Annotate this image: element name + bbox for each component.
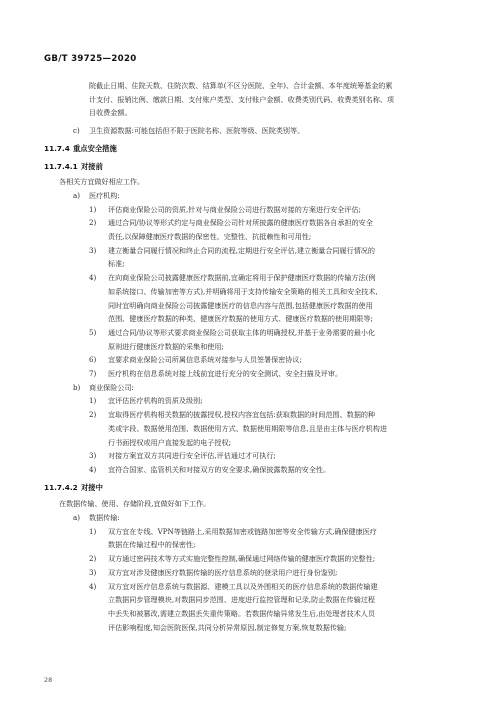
list-item-text: 医疗机构在信息系统对接上线前宜进行充分的安全测试、安全扫描及评审。 [108, 369, 343, 378]
list-item-number: 5) [89, 327, 97, 337]
list-item-text: 原则进行健康医疗数据的采集和使用; [108, 341, 224, 351]
list-item-text: 通过合同/协议等形式约定与商业保险公司针对所披露的健康医疗数据各自承担的安全 [108, 218, 373, 228]
continuation-text: 目收费金额。 [89, 108, 132, 118]
list-item-number: 1) [89, 396, 97, 406]
list-item-number: 1) [89, 526, 97, 536]
item-label: c) [73, 126, 80, 136]
list-item-number: 6) [89, 355, 97, 365]
list-item-number: 3) [89, 451, 97, 461]
list-item-text: 类或字段、数据使用范围、数据使用方式、数据使用期限等信息,且是由主体与医疗机构进 [108, 423, 387, 433]
intro-text: 各相关方宜做好相应工作。 [59, 177, 145, 187]
group-label: a) [73, 190, 80, 200]
list-item-text: 建立衡量合同履行情况和终止合同的流程,定期进行安全评估,建立衡量合同履行情况的 [108, 245, 375, 255]
list-item-text: 责任,以保障健康医疗数据的保密性、完整性、抗抵赖性和可用性; [108, 232, 312, 241]
group-title: 商业保险公司: [89, 382, 134, 392]
list-item-text: 立数据同步管理模块,对数据同步范围、进度进行监控管理和记录,防止数据在传输过程 [108, 595, 375, 605]
list-item-text: 双方宜在专线、VPN等链路上,采用数据加密或链路加密等安全传输方式,确保健康医疗 [108, 526, 377, 536]
list-item-number: 1) [89, 204, 97, 214]
list-item-text: 宜取得医疗机构相关数据的披露授权,授权内容宜包括:获取数据的时间范围、数据的种 [108, 410, 376, 420]
group-label: a) [73, 513, 80, 522]
list-item-text: 行书面授权或用户直接发起的电子授权; [108, 437, 231, 447]
group-title: 数据传输: [89, 513, 120, 522]
intro-text: 在数据传输、使用、存储阶段,宜做好如下工作。 [59, 499, 211, 509]
list-item-number: 4) [89, 581, 97, 591]
item-text: 卫生资源数据:可能包括但不限于医院名称、医院等级、医院类别等。 [89, 126, 305, 136]
section-title: 对接中 [81, 482, 103, 492]
list-item-text: 宜评估医疗机构的资质及级别; [108, 396, 203, 406]
list-item-number: 4) [89, 464, 97, 474]
list-item-text: 标准; [108, 259, 125, 269]
section-title: 重点安全措施 [73, 143, 117, 153]
list-item-number: 7) [89, 369, 97, 378]
list-item-text: 评估商业保险公司的资质,针对与商业保险公司进行数据对接的方案进行安全评估; [108, 204, 361, 214]
page-number: 28 [44, 676, 53, 684]
list-item-text: 宜符合国家、监管机关和对接双方的安全要求,确保披露数据的安全性。 [108, 464, 331, 474]
list-item-text: 同时宜明确向商业保险公司披露健康医疗的信息内容与范围,包括健康医疗数据的使用 [108, 300, 373, 310]
list-item-text: 评估影响程度,知会医院医保,共同分析异常原因,制定修复方案,恢复数据传输; [108, 622, 347, 632]
standard-code-header: GB/T 39725—2020 [44, 54, 137, 64]
list-item-text: 双方宜对涉及健康医疗数据传输的医疗信息系统的登录用户进行身份鉴别; [108, 567, 338, 577]
list-item-text: 对接方案宜双方共同进行安全评估,评估通过才可执行; [108, 451, 276, 461]
list-item-text: 双方通过密码技术等方式实施完整性控制,确保通过网络传输的健康医疗数据的完整性; [108, 554, 376, 564]
section-number: 11.7.4.2 [44, 482, 78, 492]
list-item-text: 在向商业保险公司披露健康医疗数据前,宜确定将用于保护健康医疗数据的传输方法(例 [108, 273, 376, 283]
list-item-number: 2) [89, 218, 97, 228]
list-item-text: 范围、健康医疗数据的种类、健康医疗数据的使用方式、健康医疗数据的使用期限等; [108, 314, 373, 324]
section-number: 11.7.4.1 [44, 161, 78, 171]
list-item-number: 2) [89, 410, 97, 420]
group-label: b) [73, 382, 81, 392]
section-number: 11.7.4 [44, 143, 70, 153]
continuation-text: 院截止日期、住院天数、住院次数、结算单(不区分医院、全年)、合计金额、本年度统筹基金的累 [89, 81, 393, 90]
list-item-text: 数据在传输过程中的保密性; [108, 540, 196, 550]
list-item-number: 4) [89, 273, 97, 283]
group-title: 医疗机构: [89, 190, 120, 200]
list-item-number: 3) [89, 567, 97, 577]
list-item-text: 中丢失和被篡改,需建立数据丢失重传策略。若数据传输异常发生后,由处理者技术人员 [108, 608, 375, 618]
continuation-text: 计支付、报销比例、缴款日期、支付账户类型、支付账户金额、收费类别代码、收费类别名称、项 [89, 94, 395, 104]
list-item-text: 双方宜对医疗信息系统与数据源、建模工具以及外围相关的医疗信息系统的数据传输建 [108, 581, 378, 591]
list-item-text: 宜要求商业保险公司所属信息系统对接参与人员签署保密协议; [108, 355, 302, 365]
list-item-number: 2) [89, 554, 97, 564]
section-title: 对接前 [81, 161, 103, 171]
list-item-text: 如系统接口、传输加密等方式),并明确将用于支持传输安全策略的相关工具和安全技术, [108, 286, 378, 296]
list-item-number: 3) [89, 245, 97, 255]
list-item-text: 通过合同/协议等形式要求商业保险公司获取主体的明确授权,并基于业务需要的最小化 [108, 327, 376, 337]
